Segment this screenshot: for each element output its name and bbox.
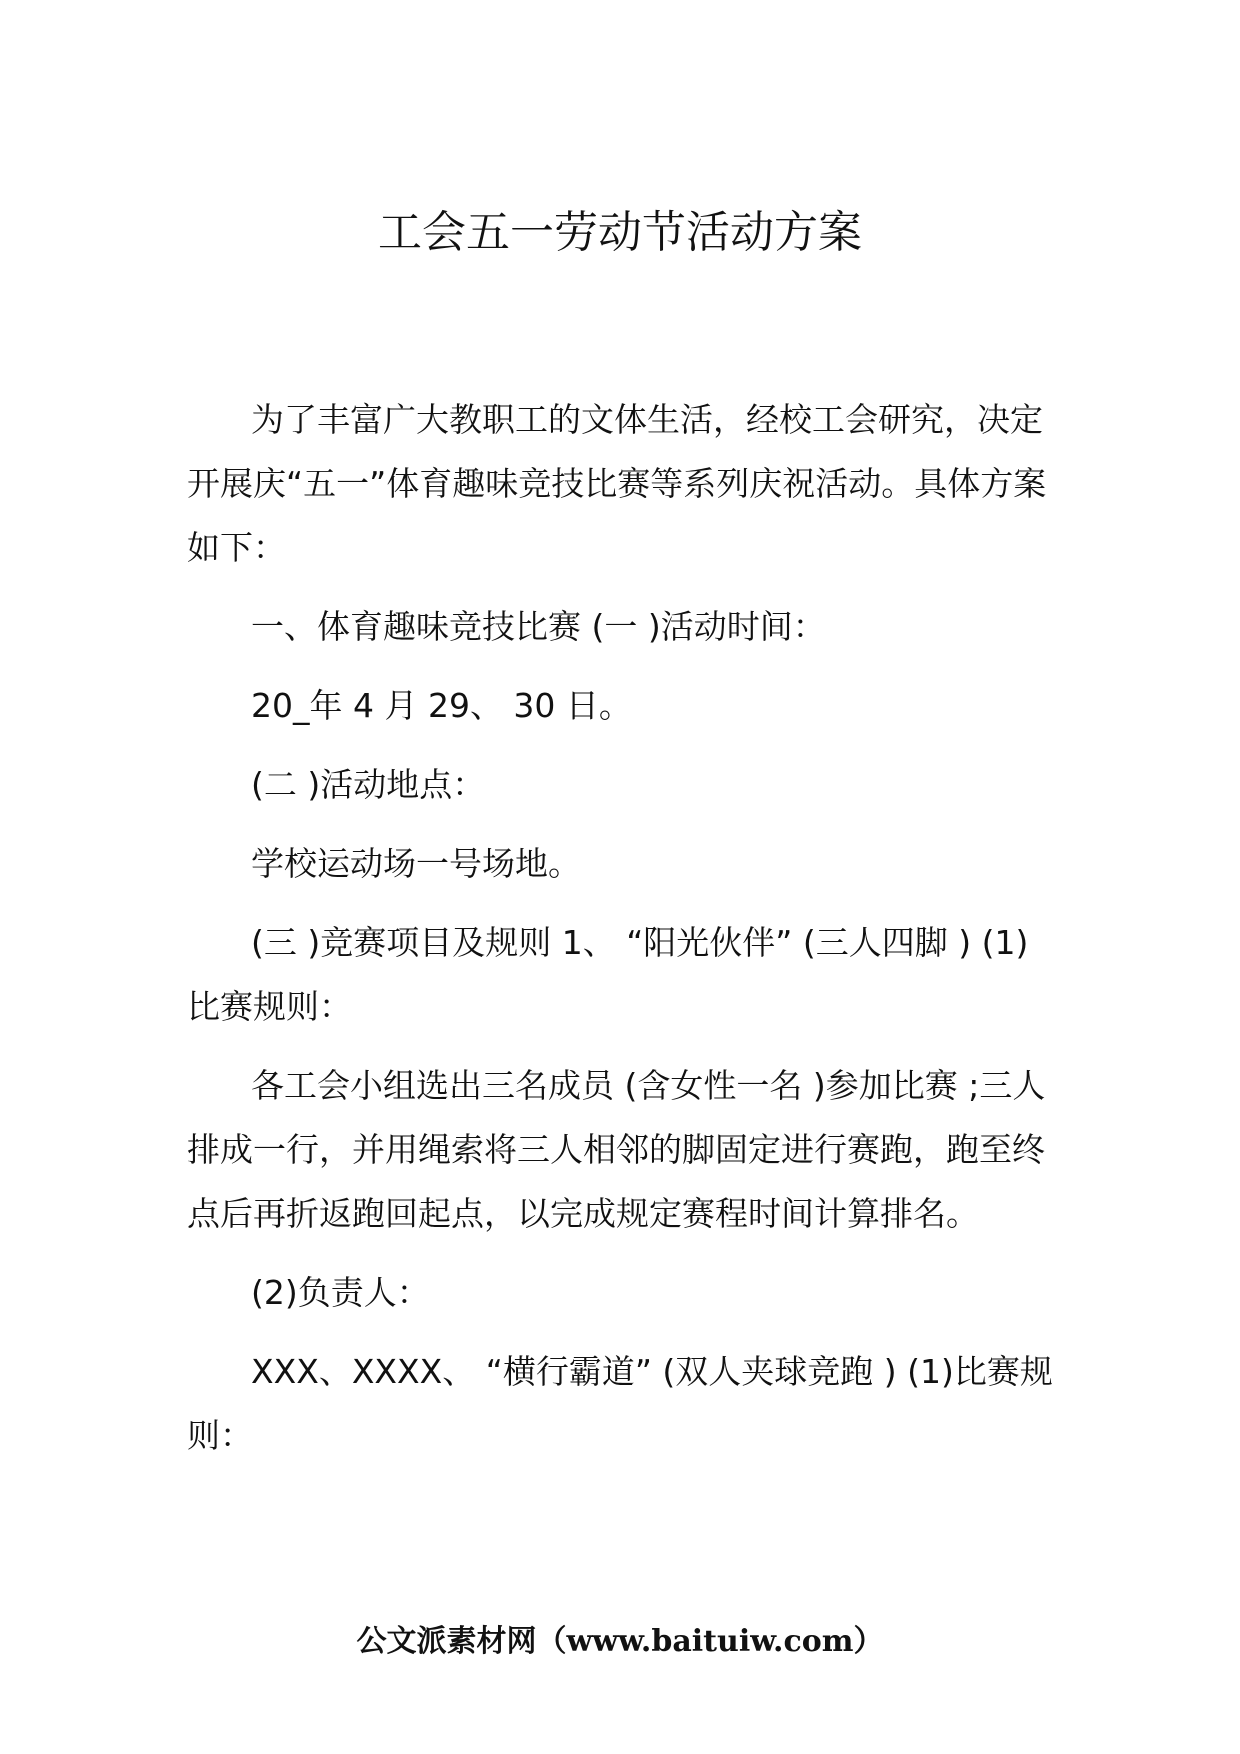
paragraph-events-heading: (三 )竞赛项目及规则 1、 “阳光伙伴” (三人四脚 ) (1)比赛规则： (187, 923, 1029, 1026)
document-title: 工会五一劳动节活动方案 (378, 207, 862, 258)
footer-watermark: 公文派素材网（www.baituiw.com） (356, 1624, 884, 1659)
paragraph-date: 20_年 4 月 29、 30 日。 (251, 686, 632, 725)
paragraph-responsible: (2)负责人： (251, 1273, 430, 1312)
paragraph-location-heading: (二 )活动地点： (251, 765, 486, 804)
paragraph-event-two: XXX、XXXX、 “横行霸道” (双人夹球竞跑 ) (1)比赛规则： (187, 1352, 1053, 1455)
paragraph-intro: 为了丰富广大教职工的文体生活，经校工会研究，决定开展庆“五一”体育趣味竞技比赛等系列庆祝活动。具体方案如下： (187, 400, 1047, 567)
paragraph-rules-one: 各工会小组选出三名成员 (含女性一名 )参加比赛 ;三人排成一行，并用绳索将三人相邻的脚固定进行赛跑，跑至终点后再折返跑回起点，以完成规定赛程时间计算排名。 (187, 1066, 1046, 1233)
paragraph-location: 学校运动场一号场地。 (251, 844, 581, 883)
document-body (187, 388, 1057, 1483)
paragraph-section-one-time: 一、体育趣味竞技比赛 (一 )活动时间： (251, 607, 826, 646)
